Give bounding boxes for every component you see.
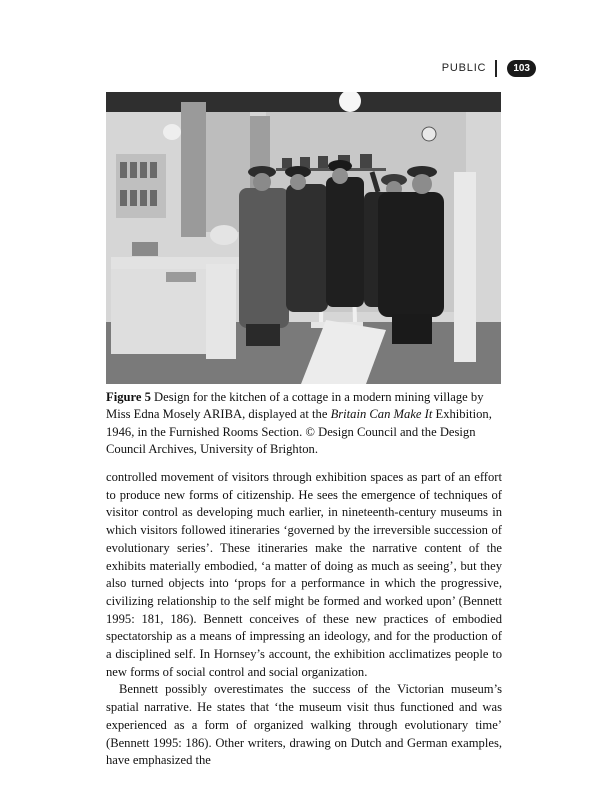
caption-text-end: Exhibition, 1946, in the Furnished Rooms Section. © Design Council and the Design Council Archives, University of Brighton. [106, 407, 492, 457]
bowls [132, 242, 158, 256]
wall-clock [422, 127, 436, 141]
header-divider [495, 60, 497, 77]
caption-exhibition-title: Britain Can Make It [330, 407, 433, 422]
paragraph-2: Bennett possibly overestimates the success of the Victorian museum’s spatial narrative. He states that ‘the museum visit thus functioned and was experienced as a form of organized walking through evolutionary time’ (Bennett 1995: 186). Other writers, drawing on Dutch and German examples, have emphasized the [106, 682, 502, 768]
kitchen-exhibition-photo [106, 92, 501, 384]
running-head [442, 58, 536, 78]
body-text [106, 469, 502, 770]
plates [210, 225, 238, 245]
doorway [454, 172, 476, 362]
vent [166, 272, 196, 282]
page-number-badge: 103 [507, 60, 536, 77]
visitor-3 [326, 160, 364, 307]
figure-label: Figure 5 [106, 390, 151, 404]
caption-text-start: Design for the kitchen of a cottage in a modern mining village by Miss Edna Mosely ARIBA, displayed at the [106, 390, 484, 422]
figure-photo [106, 92, 501, 384]
cabinet-right [206, 264, 236, 359]
section-label: PUBLIC [441, 62, 487, 74]
visitor-1 [239, 166, 289, 346]
figure-caption [106, 389, 502, 459]
paragraph-1: controlled movement of visitors through exhibition spaces as part of an effort to produce new forms of citizenship. He sees the emergence of techniques of visitor control as developing much earlier, in nineteenth-century museums in which visitors followed itineraries ‘governed by the irreversible succession of evolutionary series’. These itineraries make the narrative content of the exhibits materially embodied, ‘a matter of doing as much as seeing’, but they also turned objects into ‘props for a performance in which the progressive, civilizing relationship to the self might be formed and worked upon’ (Bennett 1995: 181, 186). Bennett conceives of these new practices of embodied spectatorship as a means of impressing an ideology, and for the production of a disciplined self. In Hornsey’s account, the exhibition acclimatizes people to new forms of social control and social organization. [106, 470, 502, 679]
curtain-left [181, 102, 206, 237]
photo-ceiling [106, 92, 501, 112]
wall-lamp [163, 124, 181, 140]
visitor-2 [285, 166, 328, 312]
